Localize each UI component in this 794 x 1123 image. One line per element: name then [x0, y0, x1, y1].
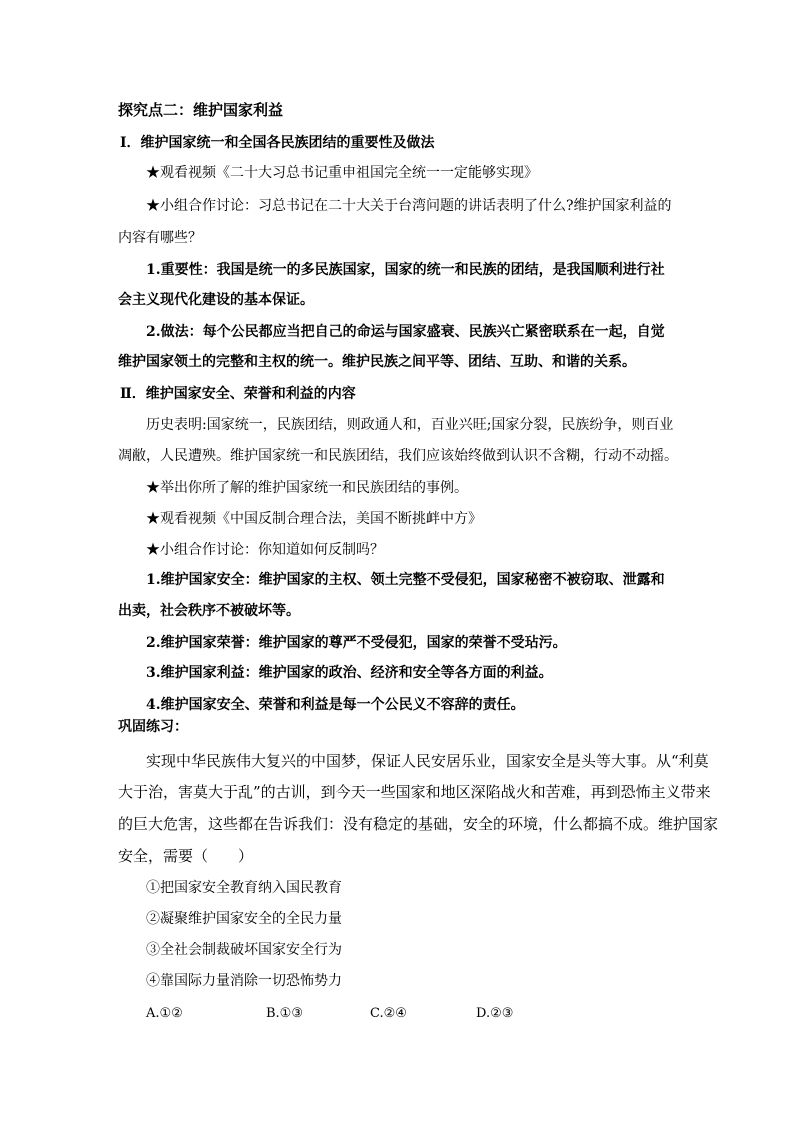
- part2-activity-discussion: ★小组合作讨论：你知道如何反制吗？: [146, 542, 384, 558]
- part1-point-method-cont: 维护国家领土的完整和主权的统一。维护民族之间平等、团结、互助、和谐的关系。: [118, 354, 636, 370]
- part1-point-importance-cont: 会主义现代化建设的基本保证。: [118, 292, 314, 308]
- question-stem: 实现中华民族伟大复兴的中国梦，保证人民安居乐业，国家安全是头等大事。从“利莫: [146, 752, 709, 770]
- answer-option-a: A.①②: [146, 1006, 183, 1021]
- part2-point-interest: 3.维护国家利益：维护国家的政治、经济和安全等各方面的利益。: [146, 665, 553, 681]
- answer-option-b: B.①③: [266, 1006, 303, 1021]
- part2-history: 历史表明:国家统一，民族团结，则政通人和，百业兴旺;国家分裂，民族纷争，则百业: [146, 417, 674, 433]
- answer-option-d: D.②③: [476, 1006, 514, 1021]
- statement-item: ①把国家安全教育纳入国民教育: [146, 880, 342, 896]
- part2-point-security: 1.维护国家安全：维护国家的主权、领土完整不受侵犯，国家秘密不被窃取、泄露和: [146, 572, 665, 588]
- part2-point-honor: 2.维护国家荣誉：维护国家的尊严不受侵犯，国家的荣誉不受玷污。: [146, 635, 567, 651]
- part2-history-cont: 凋敝，人民遭殃。维护国家统一和民族团结，我们应该始终做到认识不含糊，行动不动摇。: [118, 448, 678, 464]
- statement-item: ③全社会制裁破坏国家安全行为: [146, 942, 342, 958]
- part2-point-security-cont: 出卖，社会秩序不被破坏等。: [118, 603, 300, 619]
- part2-activity-examples: ★举出你所了解的维护国家统一和民族团结的事例。: [146, 480, 468, 496]
- part1-activity-discussion-cont: 内容有哪些？: [118, 230, 202, 246]
- part1-point-importance: 1.重要性：我国是统一的多民族国家，国家的统一和民族的团结，是我国顺利进行社: [146, 262, 665, 278]
- part2-activity-video: ★观看视频《中国反制合理合法，美国不断挑衅中方》: [146, 511, 482, 527]
- question-stem-cont-3: 安全，需要（ ）: [118, 847, 254, 865]
- statement-item: ②凝聚维护国家安全的全民力量: [146, 911, 342, 927]
- answer-option-c: C.②④: [370, 1006, 407, 1021]
- question-stem-cont-1: 大于治，害莫大于乱”的古训，到今天一些国家和地区深陷战火和苦难，再到恐怖主义带来: [118, 783, 711, 801]
- practice-heading: 巩固练习：: [118, 719, 188, 735]
- part2-heading: Ⅱ．维护国家安全、荣誉和利益的内容: [120, 386, 356, 402]
- statement-item: ④靠国际力量消除一切恐怖势力: [146, 973, 342, 989]
- part1-activity-discussion: ★小组合作讨论：习总书记在二十大关于台湾问题的讲话表明了什么?维护国家利益的: [146, 198, 672, 214]
- part1-heading: Ⅰ．维护国家统一和全国各民族团结的重要性及做法: [120, 135, 435, 151]
- part1-activity-video: ★观看视频《二十大习总书记重申祖国完全统一一定能够实现》: [146, 165, 538, 181]
- part1-point-method: 2.做法：每个公民都应当把自己的命运与国家盛衰、民族兴亡紧密联系在一起，自觉: [146, 324, 665, 340]
- question-stem-cont-2: 的巨大危害，这些都在告诉我们：没有稳定的基础，安全的环境，什么都搞不成。维护国家: [118, 815, 719, 833]
- part2-point-duty: 4.维护国家安全、荣誉和利益是每一个公民义不容辞的责任。: [146, 697, 525, 713]
- section-title: 探究点二：维护国家利益: [118, 101, 284, 119]
